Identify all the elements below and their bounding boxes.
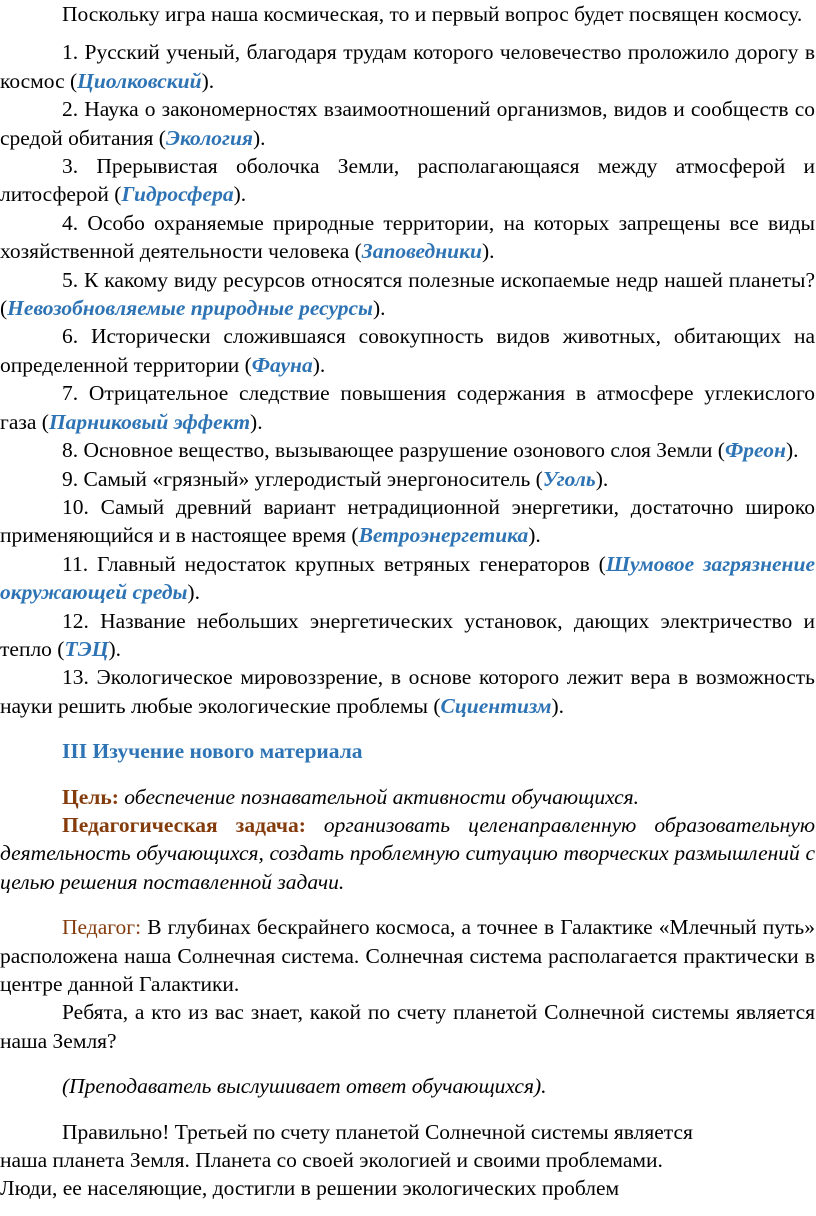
- question-text: 11. Главный недостаток крупных ветряных генераторов (: [62, 551, 606, 576]
- question-answer: Сциентизм: [440, 693, 552, 718]
- question-end: ).: [187, 580, 200, 605]
- question-item: [0, 209, 815, 266]
- question-answer: Гидросфера: [121, 182, 234, 207]
- final-line: Правильно! Третьей по счету планетой Солнечной системы является: [62, 1119, 693, 1144]
- task-label: Педагогическая задача:: [62, 812, 306, 837]
- question-end: ).: [481, 239, 495, 264]
- question-text: 5. К какому виду ресурсов относятся полезные ископаемые недр нашей планеты? (: [0, 267, 815, 321]
- question-end: ).: [785, 438, 799, 463]
- question-item: [0, 379, 815, 436]
- question-answer: Фауна: [251, 352, 313, 377]
- teacher-text: В глубинах бескрайнего космоса, а точнее в Галактике «Млечный путь» расположена наша Солнечная система. Солнечная система располагается практически в центре данной Галактики.: [0, 915, 815, 996]
- question-end: ).: [253, 125, 266, 150]
- question-end: ).: [233, 182, 247, 207]
- question-answer: Фреон: [724, 438, 786, 463]
- section-heading-text: III Изучение нового материала: [62, 739, 363, 764]
- question-end: ).: [528, 523, 541, 548]
- final-line: Люди, ее населяющие, достигли в решении экологических проблем: [0, 1176, 620, 1201]
- question-answer: Циолковский: [77, 68, 202, 93]
- final-paragraph: [0, 1118, 815, 1203]
- question-answer: Невозобновляемые природные ресурсы: [7, 296, 373, 321]
- question-end: ).: [372, 296, 386, 321]
- question-end: ).: [201, 68, 215, 93]
- question-text: 10. Самый древний вариант нетрадиционной энергетики, достаточно широко применяющийся и в настоящее время (: [0, 494, 815, 548]
- question-text: 2. Наука о закономерностях взаимоотношений организмов, видов и сообществ со средой обитания (: [0, 97, 815, 150]
- question-paragraph: Ребята, а кто из вас знает, какой по счету планетой Солнечной системы является наша Земля?: [0, 1000, 815, 1053]
- question-text: 4. Особо охраняемые природные территории, на которых запрещены все виды хозяйственной деятельности человека (: [0, 210, 815, 264]
- question-answer: Шумовое загрязнение окружающей среды: [0, 551, 815, 605]
- question-end: ).: [108, 636, 122, 661]
- remark-text: (Преподаватель выслушивает ответ обучающихся).: [62, 1074, 547, 1099]
- question-list: [0, 38, 815, 720]
- question-answer: Ветроэнергетика: [358, 523, 529, 548]
- question-end: ).: [250, 409, 263, 434]
- question-item: [0, 152, 815, 209]
- question-item: [0, 38, 815, 95]
- question-answer: Парниковый эффект: [48, 409, 251, 434]
- question-answer: ТЭЦ: [64, 636, 109, 661]
- question-text: 9. Самый «грязный» углеродистый энергоноситель (: [62, 466, 543, 491]
- question-text: 6. Исторически сложившаяся совокупность видов животных, обитающих на определенной территории (: [0, 324, 815, 377]
- question-item: [0, 322, 815, 379]
- question-text: 12. Название небольших энергетических установок, дающих электричество и тепло (: [0, 608, 815, 661]
- question-item: [0, 663, 815, 720]
- section-heading: [0, 737, 815, 765]
- question-text: 3. Прерывистая оболочка Земли, располагающаяся между атмосферой и литосферой (: [0, 154, 815, 207]
- question-end: ).: [595, 466, 609, 491]
- question-item: [0, 266, 815, 323]
- question-answer: Уголь: [542, 466, 596, 491]
- question-answer: Заповедники: [361, 239, 482, 264]
- teacher-paragraph: [0, 913, 815, 998]
- goal-text: обеспечение познавательной активности обучающихся.: [124, 784, 639, 809]
- question-end: ).: [312, 352, 326, 377]
- remark-paragraph: [0, 1072, 815, 1100]
- question-end: ).: [551, 693, 565, 718]
- question-item: [0, 95, 815, 152]
- goal-label: Цель:: [62, 784, 119, 809]
- intro-paragraph: Поскольку игра наша космическая, то и первый вопрос будет посвящен космосу.: [62, 2, 803, 26]
- question-item: [0, 550, 815, 607]
- question-text: 8. Основное вещество, вызывающее разрушение озонового слоя Земли (: [62, 438, 725, 463]
- question-item: [0, 607, 815, 664]
- question-text: 7. Отрицательное следствие повышения содержания в атмосфере углекислого газа (: [0, 381, 815, 434]
- question-text: 1. Русский ученый, благодаря трудам которого человечество проложило дорогу в космос (: [0, 40, 815, 93]
- question-item: [0, 465, 815, 493]
- question-answer: Экология: [165, 125, 253, 150]
- teacher-label: Педагог:: [62, 915, 142, 940]
- final-line: наша планета Земля. Планета со своей экологией и своими проблемами.: [0, 1148, 663, 1173]
- goal-paragraph: [0, 783, 815, 811]
- task-paragraph: [0, 811, 815, 896]
- question-item: [0, 493, 815, 550]
- task-text: организовать целенаправленную образовательную деятельность обучающихся, создать проблемную ситуацию творческих размышлений с целью решения поставленной задачи.: [0, 812, 815, 894]
- question-item: [0, 436, 815, 464]
- question-text: 13. Экологическое мировоззрение, в основе которого лежит вера в возможность науки решить любые экологические проблемы (: [0, 665, 815, 718]
